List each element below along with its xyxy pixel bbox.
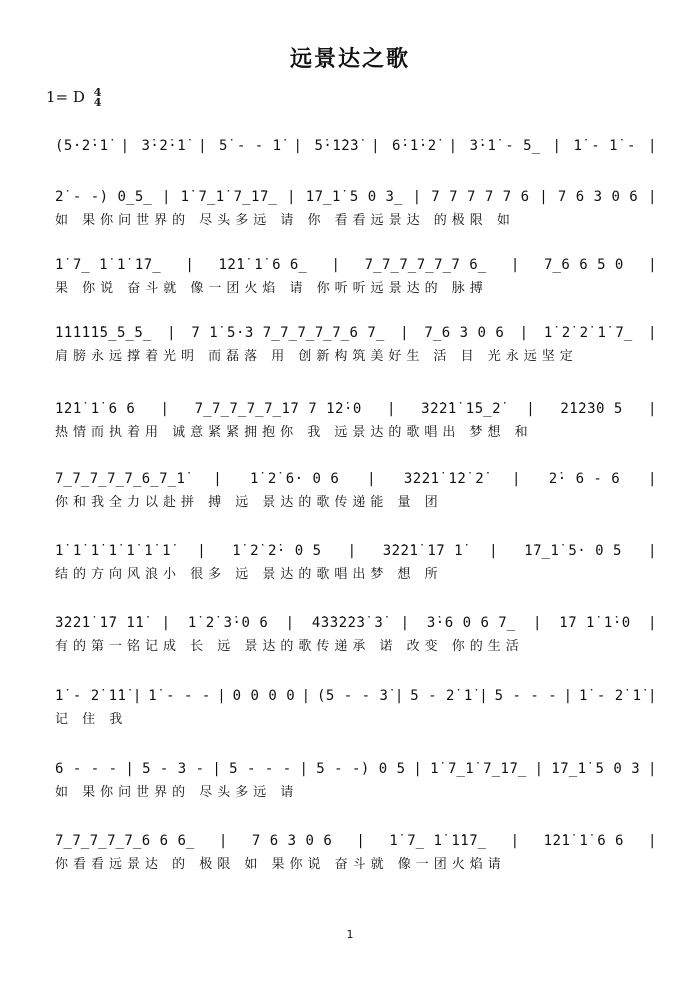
barline: |	[218, 833, 228, 849]
measure: 3̇2̇2̇1̇ 1̇7 1̇	[382, 543, 464, 559]
lyrics-line: 肩膀永远撑着光明 而磊落 用 创新构筑美好生 活 目 光永远坚定	[55, 349, 578, 364]
measure: 1̇2̇1̇ 1̇ 6 6	[55, 401, 136, 417]
measure: (5 - - 3̇	[317, 688, 389, 704]
measure: 3̇·1̇ - 5̲	[469, 138, 541, 154]
barline: |	[563, 688, 573, 704]
lyrics-line: 如 果你问世界的 尽头多远 请 你 看看远景达 的极限 如	[55, 213, 515, 228]
measure: 1̇ 7̲1̇ 7̲1̇7̲	[180, 189, 278, 205]
barline: |	[132, 688, 142, 704]
time-signature-top: 4	[93, 86, 102, 99]
barline: |	[648, 615, 657, 631]
measure: 1̇ 1̇ 1̇ 1̇ 1̇ 1̇ 1̇	[55, 543, 172, 559]
barline: |	[367, 471, 377, 487]
measure: 1̇ 7̲ 1̇ 1̇ 1̇7̲	[55, 257, 162, 273]
measure: 7̲7̲7̲7̲7̲6 6 6̲	[55, 833, 195, 849]
barline: |	[213, 471, 223, 487]
barline: |	[356, 833, 366, 849]
barline: |	[539, 189, 549, 205]
barline: |	[647, 761, 657, 777]
barline: |	[217, 688, 227, 704]
barline: |	[161, 615, 171, 631]
barline: |	[647, 688, 657, 704]
measure: 5 - - -	[494, 688, 558, 704]
measure: 2̇1̇2̇3̇0 5	[560, 401, 623, 417]
barline: |	[489, 543, 499, 559]
score-system	[55, 465, 657, 511]
barline: |	[479, 688, 489, 704]
measure: 5̇ - - 1̇	[219, 138, 282, 154]
measure: 3̇2̇2̇1̇ 1̇2̇ 2̇	[403, 471, 485, 487]
song-title: 远景达之歌	[289, 47, 410, 72]
measure: 7 1̇ 5·3 7̲7̲7̲7̲7̲6 7̲	[191, 325, 385, 341]
score-system	[55, 682, 657, 728]
measure: 5̇·1̇2̇3̇	[314, 138, 360, 154]
lyrics-line: 结的方向风浪小 很多 远 景达的歌唱出梦 想 所	[55, 567, 443, 582]
notation-line	[55, 132, 657, 154]
measure: 1̇ 7̲ 1̇ 1̇1̇7̲	[389, 833, 487, 849]
measure: 1̇7̲1̇ 5 0 3̲	[305, 189, 403, 205]
measure: 1̇ - 1̇ -	[573, 138, 636, 154]
notation-line	[55, 827, 657, 849]
barline: |	[400, 325, 410, 341]
barline: |	[293, 138, 303, 154]
barline: |	[371, 138, 381, 154]
barline: |	[285, 615, 295, 631]
barline: |	[648, 401, 657, 417]
barline: |	[519, 325, 529, 341]
lyrics-line	[55, 158, 657, 178]
measure: 1̇ 2̇ 6· 0 6	[250, 471, 340, 487]
barline: |	[347, 543, 357, 559]
barline: |	[160, 401, 170, 417]
notation-line	[55, 537, 657, 559]
notation-line	[55, 395, 657, 417]
measure: 1̇ - - -	[148, 688, 211, 704]
measure: 5 - 3 -	[142, 761, 205, 777]
barline: |	[400, 615, 410, 631]
barline: |	[534, 761, 544, 777]
measure: 7 6 3 0 6	[557, 189, 639, 205]
notation-line	[55, 755, 657, 777]
measure: 1̇ 2̇ 2̇· 0 5	[232, 543, 322, 559]
notation-line	[55, 183, 657, 205]
barline: |	[512, 471, 521, 487]
barline: |	[533, 615, 542, 631]
notation-line	[55, 465, 657, 487]
time-signature-bottom: 4	[93, 96, 102, 109]
score-system	[55, 755, 657, 801]
barline: |	[648, 471, 657, 487]
lyrics-line: 热情而执着用 诚意紧紧拥抱你 我 远景达的歌唱出 梦想 和	[55, 425, 533, 440]
barline: |	[647, 189, 657, 205]
measure: 1̇ 2̇ 3̇·0 6	[187, 615, 269, 631]
measure: 1̇7̲1̇ 5· 0 5	[524, 543, 622, 559]
lyrics-line: 果 你说 奋斗就 像一团火焰 请 你听听远景达的 脉搏	[55, 281, 488, 296]
measure: 1̇2̇1̇ 1̇ 6 6̲	[218, 257, 308, 273]
notation-line	[55, 319, 657, 341]
notation-line	[55, 609, 657, 631]
score-system	[55, 609, 657, 655]
measure: 0 0 0 0	[232, 688, 296, 704]
measure: 7̲6 6 5 0	[544, 257, 624, 273]
barline: |	[647, 138, 657, 154]
measure: 1̇7 1̇ 1̇·0	[559, 615, 631, 631]
measure: 3̇·2̇·1̇	[141, 138, 187, 154]
barline: |	[510, 833, 520, 849]
lyrics-line: 有的第一铭记成 长 远 景达的歌传递承 诺 改变 你的生活	[55, 639, 524, 654]
lyrics-line: 你看看远景达 的 极限 如 果你说 奋斗就 像一团火焰请	[55, 857, 506, 872]
lyrics-line: 记 住 我	[55, 712, 128, 727]
measure: 5 - -) 0 5	[316, 761, 406, 777]
score-system	[55, 537, 657, 583]
measure: 2̇ - -) 0̲5̲	[55, 189, 153, 205]
barline: |	[648, 543, 657, 559]
measure: 6̇·1̇·2̇	[392, 138, 437, 154]
measure: 3̇·6 0 6 7̲	[426, 615, 516, 631]
barline: |	[526, 401, 536, 417]
time-signature	[94, 88, 102, 108]
score-system	[55, 395, 657, 441]
barline: |	[648, 325, 657, 341]
score-system	[55, 251, 657, 297]
barline: |	[331, 257, 341, 273]
measure: 7̲7̲7̲7̲7̲1̇7 7 1̇2̇·0	[194, 401, 362, 417]
barline: |	[167, 325, 176, 341]
measure: 1̇1̇1̇1̇1̇5̲5̲5̲	[55, 325, 152, 341]
barline: |	[299, 761, 309, 777]
barline: |	[197, 543, 207, 559]
measure: 3̇2̇2̇1̇ 1̇5̲2̇	[421, 401, 501, 417]
score-system	[55, 183, 657, 229]
measure: (5·2̇·1̇	[55, 138, 109, 154]
score-system	[55, 827, 657, 873]
barline: |	[198, 138, 208, 154]
barline: |	[413, 761, 423, 777]
lyrics-line: 你和我全力以赴拼 搏 远 景达的歌传递能 量 团	[55, 495, 443, 510]
barline: |	[185, 257, 195, 273]
barline: |	[212, 761, 222, 777]
notation-line	[55, 251, 657, 273]
barline: |	[161, 189, 171, 205]
lyrics-line: 如 果你问世界的 尽头多远 请	[55, 785, 299, 800]
measure: 7 6 3 0 6	[251, 833, 333, 849]
measure: 1̇ 2̇ 2̇ 1̇ 7̲	[543, 325, 633, 341]
barline: |	[552, 138, 562, 154]
measure: 7̲7̲7̲7̲7̲6̲7̲1̇	[55, 471, 186, 487]
barline: |	[387, 401, 396, 417]
key-signature	[46, 88, 101, 108]
key-label: 1= D	[46, 88, 85, 106]
barline: |	[394, 688, 404, 704]
barline: |	[125, 761, 135, 777]
page-number: 1	[346, 928, 354, 941]
measure: 1̇2̇1̇ 1̇ 6 6	[543, 833, 624, 849]
measure: 3̇2̇2̇1̇ 1̇7 1̇1̇	[55, 615, 145, 631]
barline: |	[412, 189, 422, 205]
barline: |	[510, 257, 520, 273]
barline: |	[301, 688, 311, 704]
measure: 1̇ 7̲1̇ 7̲1̇7̲	[430, 761, 527, 777]
measure: 2̇· 6 - 6	[548, 471, 621, 487]
measure: 1̇ - 2̇ 1̇	[579, 688, 642, 704]
barline: |	[287, 189, 296, 205]
measure: 4̇3̇3̇2̇2̇3̇ 3̇	[311, 615, 384, 631]
measure: 1̇ - 2̇ 1̇1̇	[55, 688, 127, 704]
notation-line	[55, 682, 657, 704]
measure: 6 - - -	[55, 761, 118, 777]
measure: 5 - - -	[229, 761, 292, 777]
barline: |	[648, 833, 657, 849]
measure: 7̲7̲7̲7̲7̲7 6̲	[364, 257, 487, 273]
score-system	[55, 319, 657, 365]
measure: 7 7 7 7 7 6	[431, 189, 530, 205]
barline: |	[648, 257, 657, 273]
measure: 7̲6 3 0 6	[424, 325, 505, 341]
barline: |	[448, 138, 458, 154]
score-system	[55, 132, 657, 178]
measure: 1̇7̲1̇ 5 0 3	[551, 761, 641, 777]
barline: |	[120, 138, 130, 154]
measure: 5 - 2̇ 1̇	[410, 688, 473, 704]
